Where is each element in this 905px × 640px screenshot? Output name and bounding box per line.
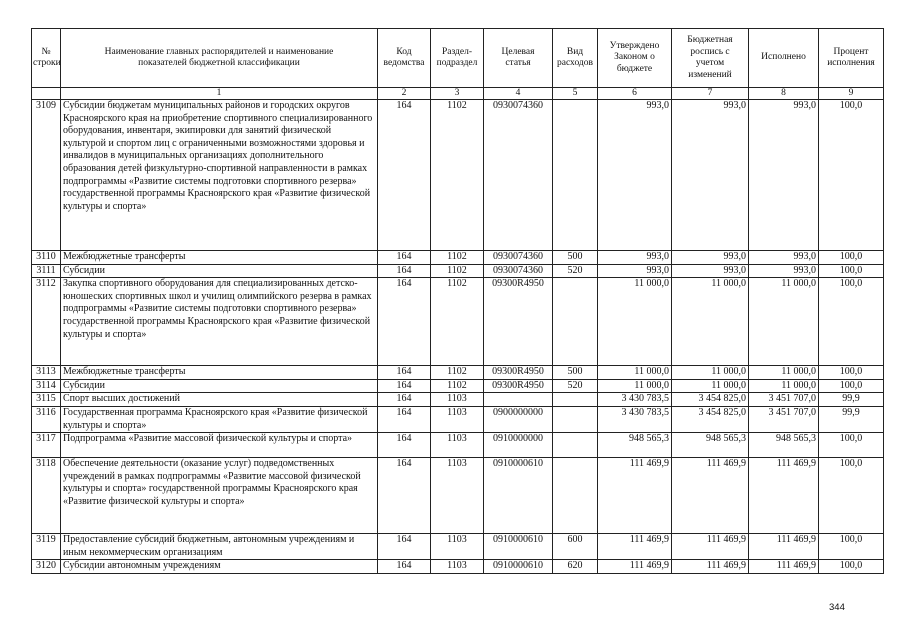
cell-dept: 164 <box>378 264 431 278</box>
cell-approved: 111 469,9 <box>598 534 672 560</box>
cell-target: 0910000610 <box>484 458 553 534</box>
table-row <box>32 366 884 380</box>
column-number <box>32 88 61 100</box>
cell-exptype: 520 <box>553 264 598 278</box>
table-row <box>32 278 884 366</box>
cell-num: 3118 <box>32 458 61 534</box>
cell-target: 0900000000 <box>484 406 553 432</box>
cell-percent: 100,0 <box>819 251 884 265</box>
table-row <box>32 393 884 407</box>
header-executed: Исполнено <box>749 29 819 88</box>
cell-executed: 111 469,9 <box>749 458 819 534</box>
cell-num: 3117 <box>32 433 61 458</box>
cell-name: Субсидии <box>61 379 378 393</box>
cell-name: Межбюджетные трансферты <box>61 366 378 380</box>
cell-section: 1103 <box>431 393 484 407</box>
cell-target: 0910000610 <box>484 560 553 574</box>
cell-name: Межбюджетные трансферты <box>61 251 378 265</box>
cell-exptype: 620 <box>553 560 598 574</box>
cell-executed: 3 451 707,0 <box>749 393 819 407</box>
cell-name: Субсидии бюджетам муниципальных районов и городских округов Красноярского края на приобретение спортивного специализированного оборудования, инвентаря, экипировки для занятий физической культурой и спортом лиц с ограниченными возможностями здоровья и инвалидов в муниципальных организациях дополнительного образования детей физкультурно-спортивной направленности в рамках подпрограммы «Развитие системы подготовки спортивного резерва» государственной программы Красноярского края «Развитие физической культуры и спорта» <box>61 100 378 251</box>
cell-revised: 993,0 <box>672 264 749 278</box>
cell-exptype: 520 <box>553 379 598 393</box>
cell-executed: 948 565,3 <box>749 433 819 458</box>
cell-percent: 99,9 <box>819 406 884 432</box>
cell-dept: 164 <box>378 100 431 251</box>
cell-percent: 100,0 <box>819 458 884 534</box>
cell-revised: 948 565,3 <box>672 433 749 458</box>
cell-name: Предоставление субсидий бюджетным, автономным учреждениям и иным некоммерческим организациям <box>61 534 378 560</box>
cell-revised: 111 469,9 <box>672 560 749 574</box>
cell-exptype <box>553 278 598 366</box>
table-body <box>32 100 884 574</box>
cell-approved: 111 469,9 <box>598 458 672 534</box>
cell-percent: 99,9 <box>819 393 884 407</box>
cell-revised: 11 000,0 <box>672 278 749 366</box>
table-row <box>32 534 884 560</box>
cell-dept: 164 <box>378 379 431 393</box>
cell-num: 3120 <box>32 560 61 574</box>
header-dept: Код ведомства <box>378 29 431 88</box>
cell-section: 1102 <box>431 278 484 366</box>
cell-section: 1103 <box>431 560 484 574</box>
cell-executed: 993,0 <box>749 251 819 265</box>
budget-table <box>31 28 884 574</box>
cell-dept: 164 <box>378 366 431 380</box>
cell-executed: 111 469,9 <box>749 560 819 574</box>
cell-num: 3114 <box>32 379 61 393</box>
cell-section: 1103 <box>431 406 484 432</box>
cell-executed: 993,0 <box>749 264 819 278</box>
cell-section: 1103 <box>431 433 484 458</box>
cell-percent: 100,0 <box>819 100 884 251</box>
cell-approved: 11 000,0 <box>598 366 672 380</box>
column-number-row <box>32 88 884 100</box>
cell-exptype: 500 <box>553 366 598 380</box>
cell-num: 3110 <box>32 251 61 265</box>
cell-num: 3113 <box>32 366 61 380</box>
cell-target: 0910000610 <box>484 534 553 560</box>
cell-approved: 11 000,0 <box>598 278 672 366</box>
cell-percent: 100,0 <box>819 278 884 366</box>
cell-num: 3111 <box>32 264 61 278</box>
cell-target: 0910000000 <box>484 433 553 458</box>
cell-revised: 3 454 825,0 <box>672 393 749 407</box>
cell-dept: 164 <box>378 458 431 534</box>
cell-executed: 111 469,9 <box>749 534 819 560</box>
cell-revised: 11 000,0 <box>672 366 749 380</box>
header-revised: Бюджетная роспись с учетом изменений <box>672 29 749 88</box>
cell-executed: 11 000,0 <box>749 278 819 366</box>
column-number: 1 <box>61 88 378 100</box>
cell-revised: 993,0 <box>672 251 749 265</box>
cell-num: 3116 <box>32 406 61 432</box>
table-row <box>32 264 884 278</box>
cell-section: 1102 <box>431 366 484 380</box>
cell-name: Субсидии <box>61 264 378 278</box>
cell-target <box>484 393 553 407</box>
cell-approved: 11 000,0 <box>598 379 672 393</box>
column-number: 2 <box>378 88 431 100</box>
cell-section: 1103 <box>431 458 484 534</box>
cell-percent: 100,0 <box>819 534 884 560</box>
cell-approved: 948 565,3 <box>598 433 672 458</box>
column-number: 7 <box>672 88 749 100</box>
cell-revised: 3 454 825,0 <box>672 406 749 432</box>
cell-exptype <box>553 393 598 407</box>
cell-percent: 100,0 <box>819 433 884 458</box>
header-exptype: Вид расходов <box>553 29 598 88</box>
cell-target: 09300R4950 <box>484 366 553 380</box>
cell-dept: 164 <box>378 251 431 265</box>
column-number: 6 <box>598 88 672 100</box>
cell-exptype <box>553 433 598 458</box>
cell-num: 3109 <box>32 100 61 251</box>
table-row <box>32 379 884 393</box>
cell-section: 1102 <box>431 251 484 265</box>
header-section: Раздел-подраздел <box>431 29 484 88</box>
cell-percent: 100,0 <box>819 560 884 574</box>
header-approved: Утверждено Законом о бюджете <box>598 29 672 88</box>
cell-dept: 164 <box>378 278 431 366</box>
cell-dept: 164 <box>378 560 431 574</box>
table-row <box>32 251 884 265</box>
header-target: Целевая статья <box>484 29 553 88</box>
cell-dept: 164 <box>378 534 431 560</box>
table-row <box>32 100 884 251</box>
cell-target: 0930074360 <box>484 100 553 251</box>
cell-approved: 3 430 783,5 <box>598 393 672 407</box>
cell-executed: 11 000,0 <box>749 379 819 393</box>
cell-approved: 993,0 <box>598 100 672 251</box>
cell-exptype <box>553 100 598 251</box>
cell-section: 1102 <box>431 379 484 393</box>
cell-num: 3115 <box>32 393 61 407</box>
header-percent: Процент исполнения <box>819 29 884 88</box>
cell-approved: 993,0 <box>598 264 672 278</box>
cell-name: Субсидии автономным учреждениям <box>61 560 378 574</box>
cell-revised: 111 469,9 <box>672 534 749 560</box>
column-number: 9 <box>819 88 884 100</box>
cell-num: 3112 <box>32 278 61 366</box>
cell-exptype: 600 <box>553 534 598 560</box>
cell-percent: 100,0 <box>819 264 884 278</box>
column-number: 4 <box>484 88 553 100</box>
cell-dept: 164 <box>378 406 431 432</box>
cell-name: Спорт высших достижений <box>61 393 378 407</box>
cell-dept: 164 <box>378 393 431 407</box>
cell-exptype: 500 <box>553 251 598 265</box>
cell-name: Государственная программа Красноярского края «Развитие физической культуры и спорта» <box>61 406 378 432</box>
cell-section: 1103 <box>431 534 484 560</box>
cell-section: 1102 <box>431 264 484 278</box>
cell-approved: 111 469,9 <box>598 560 672 574</box>
cell-name: Обеспечение деятельности (оказание услуг) подведомственных учреждений в рамках подпрограммы «Развитие массовой физической культуры и спорта» государственной программы Красноярского края «Развитие физической культуры и спорта» <box>61 458 378 534</box>
cell-approved: 3 430 783,5 <box>598 406 672 432</box>
column-number: 5 <box>553 88 598 100</box>
page-number: 344 <box>829 602 845 613</box>
table-row <box>32 458 884 534</box>
column-number: 3 <box>431 88 484 100</box>
header-name: Наименование главных распорядителей и наименование показателей бюджетной классификации <box>61 29 378 88</box>
cell-target: 0930074360 <box>484 251 553 265</box>
cell-executed: 993,0 <box>749 100 819 251</box>
cell-num: 3119 <box>32 534 61 560</box>
cell-section: 1102 <box>431 100 484 251</box>
table-row <box>32 560 884 574</box>
cell-name: Закупка спортивного оборудования для специализированных детско-юношеских спортивных школ и училищ олимпийского резерва в рамках подпрограммы «Развитие системы подготовки спортивного резерва» государственной программы Красноярского края «Развитие физической культуры и спорта» <box>61 278 378 366</box>
cell-dept: 164 <box>378 433 431 458</box>
cell-percent: 100,0 <box>819 366 884 380</box>
column-number: 8 <box>749 88 819 100</box>
cell-target: 09300R4950 <box>484 278 553 366</box>
cell-approved: 993,0 <box>598 251 672 265</box>
table-row <box>32 433 884 458</box>
cell-revised: 993,0 <box>672 100 749 251</box>
cell-executed: 3 451 707,0 <box>749 406 819 432</box>
cell-target: 09300R4950 <box>484 379 553 393</box>
cell-exptype <box>553 458 598 534</box>
header-row <box>32 29 884 88</box>
cell-exptype <box>553 406 598 432</box>
header-num: № строки <box>32 29 61 88</box>
cell-target: 0930074360 <box>484 264 553 278</box>
cell-revised: 111 469,9 <box>672 458 749 534</box>
table-row <box>32 406 884 432</box>
cell-revised: 11 000,0 <box>672 379 749 393</box>
cell-name: Подпрограмма «Развитие массовой физической культуры и спорта» <box>61 433 378 458</box>
cell-percent: 100,0 <box>819 379 884 393</box>
cell-executed: 11 000,0 <box>749 366 819 380</box>
